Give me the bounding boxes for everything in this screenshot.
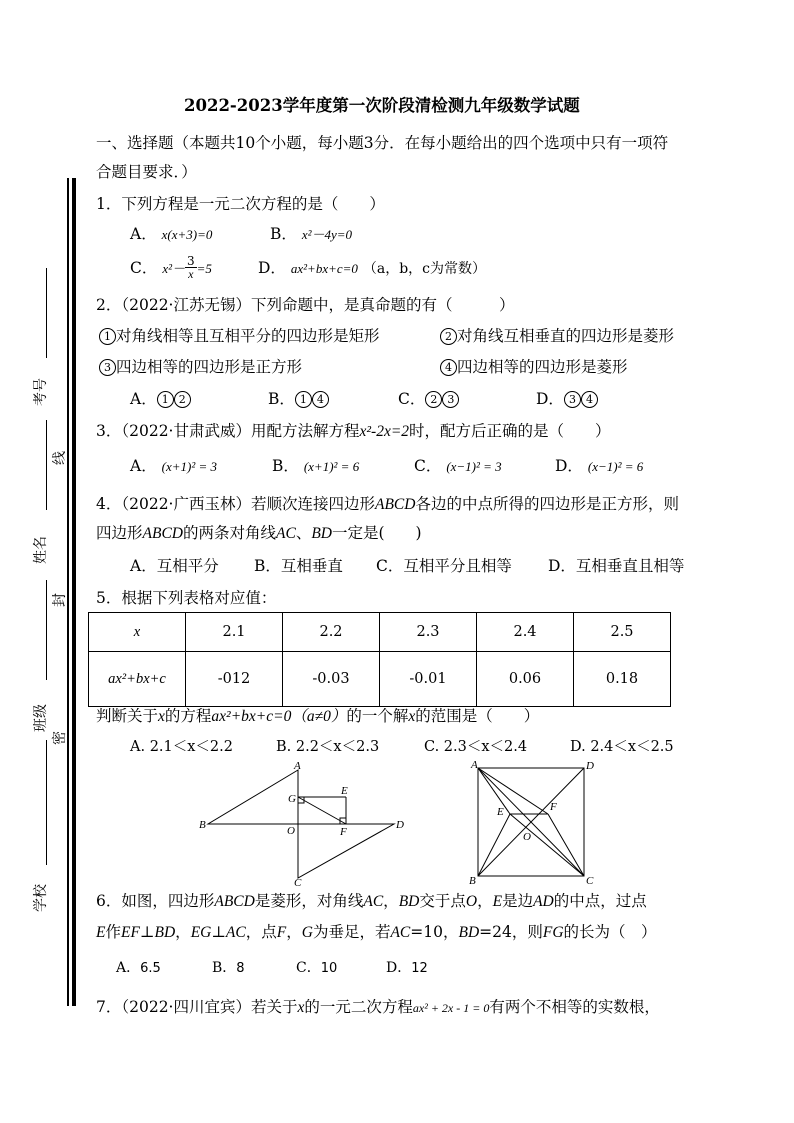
exam-no-label: 考号 [33, 378, 49, 406]
q7-eq: ax² + 2x - 1 = 0 [412, 1001, 490, 1015]
q6-l1-comma: ， [383, 892, 399, 910]
q2-c-c2: 2 [425, 391, 442, 408]
table-cell: 0.06 [477, 652, 574, 707]
q3-c-label: C． [414, 457, 442, 475]
table-cell: ax²+bx+c [89, 652, 186, 707]
q4-l2-bd: BD [311, 525, 332, 542]
q6-l2-eg: EG⊥AC [190, 924, 246, 941]
q1-b-label: B． [270, 225, 297, 243]
q2-statement-2 [440, 326, 674, 346]
seal-seal-char: 封 [52, 593, 68, 607]
fig2-label-c: C [586, 875, 594, 887]
q6-line1 [96, 891, 647, 912]
q6-l2-f2: =10， [410, 923, 459, 941]
q4-l2-ac: AC [276, 525, 296, 542]
q3-option-b [272, 456, 359, 477]
q2-statement-1 [99, 326, 380, 346]
q2-a-label: A． [130, 390, 157, 408]
q3-c-eq: (x−1)² = 3 [446, 459, 502, 474]
q3-stem-pre: 3．（2022·甘肃武威）用配方法解方程 [96, 422, 360, 440]
seal-close-char: 密 [52, 731, 68, 745]
q1-b-eq: x²－4y=0 [301, 227, 353, 242]
q2-a-c1: 1 [157, 391, 174, 408]
q3-option-a [130, 456, 217, 477]
q2-b-c1: 1 [295, 391, 312, 408]
q6-l1-d: 是边 [502, 892, 534, 910]
page-title: 2022-2023学年度第一次阶段清检测九年级数学试题 [184, 96, 580, 115]
class-underline [46, 580, 47, 680]
q6-l2-e: E [96, 924, 106, 941]
q2-circle-1: 1 [99, 328, 116, 345]
q4-l2-mid: 的两条对角线 [182, 524, 276, 542]
q5-j-x: x [158, 708, 165, 725]
q7-x: x [297, 999, 305, 1016]
q2-d-c4: 4 [581, 391, 598, 408]
table-cell: -0.01 [380, 652, 477, 707]
q5-j-post: 的一个解 [346, 707, 409, 725]
q6-option-b [212, 958, 245, 979]
q4-option-a: A．互相平分 [130, 557, 219, 575]
q1-d-label: D． [258, 259, 286, 277]
q6-a-label: A． [116, 960, 141, 976]
fig1-label-d: D [396, 819, 404, 831]
table-cell: 2.2 [283, 613, 380, 652]
q6-c-label: C． [296, 960, 321, 976]
q3-a-label: A． [130, 457, 157, 475]
q5-value-table [88, 612, 671, 707]
table-cell: -012 [186, 652, 283, 707]
q6-l2-d: ， [286, 923, 302, 941]
q4-line1 [96, 494, 679, 515]
fig1-label-o: O [287, 825, 295, 837]
q7-post: 有两个不相等的实数根， [489, 998, 660, 1016]
q4-line2 [96, 523, 422, 544]
q3-b-label: B． [272, 457, 299, 475]
q6-l1-b: 交于点 [419, 892, 466, 910]
q2-s4-text: 四边相等的四边形是菱形 [457, 358, 628, 376]
q4-l2-sep: 、 [295, 524, 312, 542]
q6-l2-f: F [276, 924, 287, 941]
q7-stem [96, 997, 660, 1018]
q4-l2-pre: 四边形 [96, 524, 143, 542]
rhombus-figure [196, 762, 408, 886]
fig2-label-d: D [586, 760, 594, 772]
q4-l2-abcd: ABCD [142, 525, 183, 542]
school-label: 学校 [33, 884, 49, 912]
q5-j-pre: 判断关于 [96, 707, 159, 725]
fig2-label-a: A [471, 759, 478, 771]
q2-d-label: D． [536, 390, 564, 408]
q6-l1-c: ， [477, 892, 493, 910]
q2-b-c4: 4 [312, 391, 329, 408]
q6-l1-pre: 6．如图，四边形 [96, 892, 215, 910]
q4-l1-abcd: ABCD [375, 496, 416, 513]
q6-c-value: 10 [320, 961, 338, 976]
q1-d-note: （a，b，c为常数） [362, 261, 486, 277]
fig2-label-o: O [523, 831, 531, 843]
segment-ec [510, 814, 584, 876]
fig2-label-f: F [550, 801, 557, 813]
q3-d-eq: (x−1)² = 6 [587, 459, 644, 474]
q3-stem-eq: x²-2x=2 [359, 423, 410, 440]
q6-l1-e: E [492, 893, 503, 910]
q1-a-label: A． [130, 225, 157, 243]
q2-option-c [398, 389, 459, 409]
q3-b-eq: (x+1)² = 6 [303, 459, 360, 474]
q2-c-label: C． [398, 390, 426, 408]
q3-stem [96, 421, 611, 442]
q1-option-b [270, 224, 352, 245]
q6-l2-e2: 为垂足，若 [312, 923, 391, 941]
table-cell: 2.4 [477, 613, 574, 652]
q6-l2-g: G [301, 924, 313, 941]
q5-option-a: A. 2.1＜x＜2.2 [130, 739, 233, 755]
q2-option-b [268, 389, 329, 409]
fig1-label-g: G [288, 793, 296, 805]
q3-option-c [414, 456, 502, 477]
q7-mid: 的一元二次方程 [304, 998, 413, 1016]
q6-l1-ad: AD [533, 893, 554, 910]
q5-option-b: B. 2.2＜x＜2.3 [276, 739, 380, 755]
q1-c-denominator: x [188, 266, 194, 281]
q7-pre: 7．（2022·四川宜宾）若关于 [96, 998, 298, 1016]
q5-option-c: C. 2.3＜x＜2.4 [424, 739, 528, 755]
q6-l2-ac: AC [390, 924, 411, 941]
q1-c-numerator: 3 [186, 253, 195, 268]
table-cell: 2.5 [574, 613, 671, 652]
q6-l2-fg: FG [542, 924, 564, 941]
q6-a-value: 6.5 [140, 961, 161, 976]
q2-option-a [130, 389, 191, 409]
fig2-label-b: B [469, 875, 476, 887]
q6-l2-h: 的长为（ ） [563, 923, 657, 941]
q6-l1-a: 是菱形，对角线 [254, 892, 364, 910]
name-label: 姓名 [33, 536, 49, 564]
q6-l1-e2: 的中点，过点 [553, 892, 647, 910]
q4-l1-pre: 4．（2022·广西玉林）若顺次连接四边形 [96, 495, 375, 513]
fig1-label-f: F [340, 826, 347, 838]
q2-s2-text: 对角线互相垂直的四边形是菱形 [457, 327, 675, 345]
segment-fg [298, 797, 346, 824]
fig1-label-b: B [199, 819, 206, 831]
fig1-label-e: E [341, 785, 348, 797]
fig2-label-e: E [497, 806, 504, 818]
table-cell: x [89, 613, 186, 652]
q6-l1-o: O [465, 893, 478, 910]
q5-judge [96, 706, 539, 727]
q1-option-c [130, 253, 212, 281]
q3-option-d [555, 456, 643, 477]
q2-statement-4 [440, 357, 628, 377]
q3-stem-post: 时，配方后正确的是（ ） [409, 422, 611, 440]
table-row [89, 613, 671, 652]
q6-l1-abcd: ABCD [214, 893, 255, 910]
seal-line-char: 线 [52, 451, 68, 465]
name-underline [46, 420, 47, 510]
q1-stem: 1．下列方程是一元二次方程的是（ ） [96, 195, 385, 213]
q6-l2-ef: EF⊥BD [120, 924, 176, 941]
q2-option-d [536, 389, 598, 409]
exam-no-underline [46, 268, 47, 358]
q2-s3-text: 四边相等的四边形是正方形 [116, 358, 303, 376]
school-underline [46, 740, 47, 865]
class-label: 班级 [33, 704, 49, 732]
q5-j-x2: x [408, 708, 416, 725]
segment-ae [478, 768, 510, 814]
q5-j-end: 的范围是（ ） [415, 707, 540, 725]
q4-l2-post: 一定是( ) [332, 524, 422, 542]
square-figure [468, 758, 600, 888]
fig1-label-a: A [294, 762, 301, 772]
q2-stem: 2．（2022·江苏无锡）下列命题中，是真命题的有（ ） [96, 296, 515, 314]
section1-line2: 合题目要求．） [96, 163, 197, 181]
q4-option-c: C．互相平分且相等 [376, 557, 512, 575]
q1-c-label: C． [130, 259, 158, 277]
q6-option-d [386, 958, 428, 979]
q2-circle-4: 4 [440, 359, 457, 376]
q6-b-value: 8 [236, 961, 245, 976]
q4-l1-post: 各边的中点所得的四边形是正方形，则 [415, 495, 679, 513]
q2-b-label: B． [268, 390, 295, 408]
q2-d-c3: 3 [564, 391, 581, 408]
q1-option-a [130, 224, 212, 245]
q1-c-post: =5 [196, 261, 212, 276]
table-cell: 2.3 [380, 613, 477, 652]
q1-c-pre: x²－ [162, 261, 185, 276]
q5-stem: 5．根据下列表格对应值： [96, 589, 277, 607]
q6-l2-g2: =24，则 [479, 923, 543, 941]
segment-eb [478, 814, 510, 876]
section1-line1: 一、选择题（本题共10个小题，每小题3分．在每小题给出的四个选项中只有一项符 [96, 134, 669, 152]
q6-l2-b: ， [175, 923, 191, 941]
q6-l1-ac: AC [363, 893, 384, 910]
q6-l2-bd: BD [458, 924, 480, 941]
binding-line-thin [67, 178, 69, 1006]
q1-d-eq: ax²+bx+c=0 [290, 261, 358, 276]
q4-option-b: B．互相垂直 [254, 557, 343, 575]
q4-option-d: D．互相垂直且相等 [548, 557, 685, 575]
fig1-label-c: C [294, 877, 302, 886]
q2-s1-text: 对角线相等且互相平分的四边形是矩形 [116, 327, 380, 345]
q5-option-d: D. 2.4＜x＜2.5 [570, 739, 674, 755]
q2-a-c2: 2 [174, 391, 191, 408]
q2-c-c3: 3 [442, 391, 459, 408]
q5-j-eq: ax²+bx+c=0（a≠0） [211, 708, 347, 725]
q6-option-c [296, 958, 337, 979]
q6-line2 [96, 922, 657, 943]
q2-statement-3 [99, 357, 302, 377]
q6-d-value: 12 [411, 961, 428, 976]
q2-circle-3: 3 [99, 359, 116, 376]
q2-circle-2: 2 [440, 328, 457, 345]
q3-d-label: D． [555, 457, 583, 475]
q1-option-d [258, 258, 486, 279]
table-row [89, 652, 671, 707]
q6-d-label: D． [386, 960, 412, 976]
q5-j-mid: 的方程 [164, 707, 212, 725]
q6-l2-a: 作 [105, 923, 121, 941]
table-cell: -0.03 [283, 652, 380, 707]
q3-a-eq: (x+1)² = 3 [161, 459, 218, 474]
q6-l1-bd: BD [398, 893, 420, 910]
q1-a-eq: x(x+3)=0 [161, 227, 213, 242]
table-cell: 2.1 [186, 613, 283, 652]
q6-option-a [116, 958, 161, 979]
q6-b-label: B． [212, 960, 237, 976]
q6-l2-c: ，点 [245, 923, 277, 941]
segment-af [478, 768, 548, 814]
table-cell: 0.18 [574, 652, 671, 707]
binding-line-thick [72, 178, 76, 1006]
